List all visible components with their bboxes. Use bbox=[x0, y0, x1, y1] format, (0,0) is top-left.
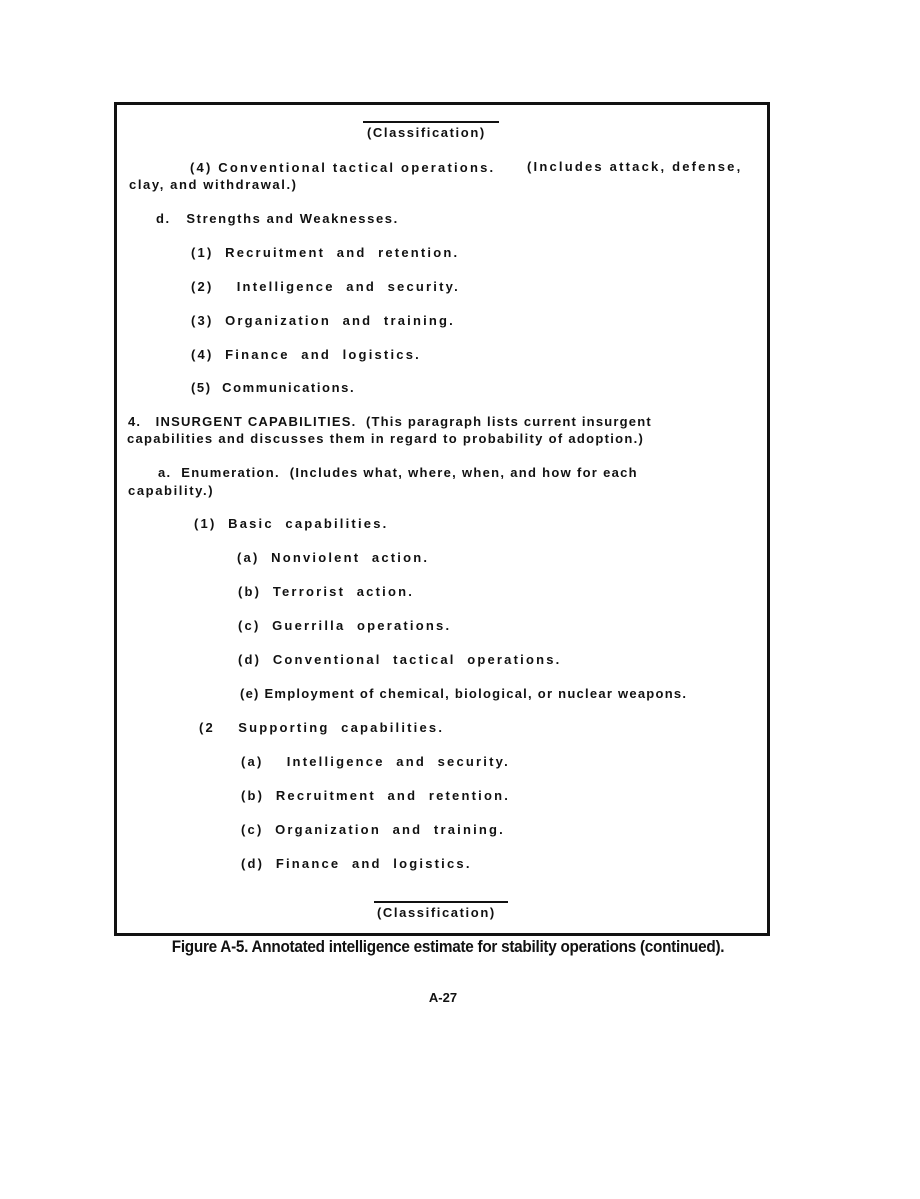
classification-rule-top bbox=[363, 121, 499, 123]
para-c4-line1: (4) Conventional tactical operations. bbox=[190, 160, 496, 175]
basic-item-d: (d) Conventional tactical operations. bbox=[238, 652, 562, 667]
classification-rule-bottom bbox=[374, 901, 508, 903]
supporting-heading: (2 Supporting capabilities. bbox=[199, 720, 445, 735]
para-4-line1: 4. INSURGENT CAPABILITIES. (This paragraph lists current insurgent bbox=[128, 414, 652, 429]
para-d-item-1: (1) Recruitment and retention. bbox=[191, 245, 460, 260]
para-d-item-4: (4) Finance and logistics. bbox=[191, 347, 421, 362]
supporting-item-c: (c) Organization and training. bbox=[241, 822, 505, 837]
supporting-item-d: (d) Finance and logistics. bbox=[241, 856, 472, 871]
para-d-heading: d. Strengths and Weaknesses. bbox=[156, 211, 399, 226]
basic-item-b: (b) Terrorist action. bbox=[238, 584, 415, 599]
supporting-item-a: (a) Intelligence and security. bbox=[241, 754, 510, 769]
basic-item-e: (e) Employment of chemical, biological, or nuclear weapons. bbox=[240, 686, 688, 701]
para-c4-line1-tail: (Includes attack, defense, bbox=[527, 159, 743, 174]
basic-item-c: (c) Guerrilla operations. bbox=[238, 618, 452, 633]
para-d-item-2: (2) Intelligence and security. bbox=[191, 279, 460, 294]
figure-caption: Figure A-5. Annotated intelligence estimate for stability operations (continued). bbox=[171, 937, 725, 956]
para-d-item-5: (5) Communications. bbox=[191, 380, 356, 395]
basic-heading: (1) Basic capabilities. bbox=[194, 516, 389, 531]
para-a-line2: capability.) bbox=[128, 483, 215, 498]
para-a-line1: a. Enumeration. (Includes what, where, when, and how for each bbox=[158, 465, 638, 480]
supporting-item-b: (b) Recruitment and retention. bbox=[241, 788, 511, 803]
para-4-line2: capabilities and discusses them in regard to probability of adoption.) bbox=[127, 431, 645, 446]
para-d-item-3: (3) Organization and training. bbox=[191, 313, 455, 328]
classification-top: (Classification) bbox=[367, 125, 486, 140]
page-number: A-27 bbox=[428, 990, 458, 1005]
para-c4-line2: clay, and withdrawal.) bbox=[129, 177, 298, 192]
classification-bottom: (Classification) bbox=[377, 905, 496, 920]
basic-item-a: (a) Nonviolent action. bbox=[237, 550, 430, 565]
